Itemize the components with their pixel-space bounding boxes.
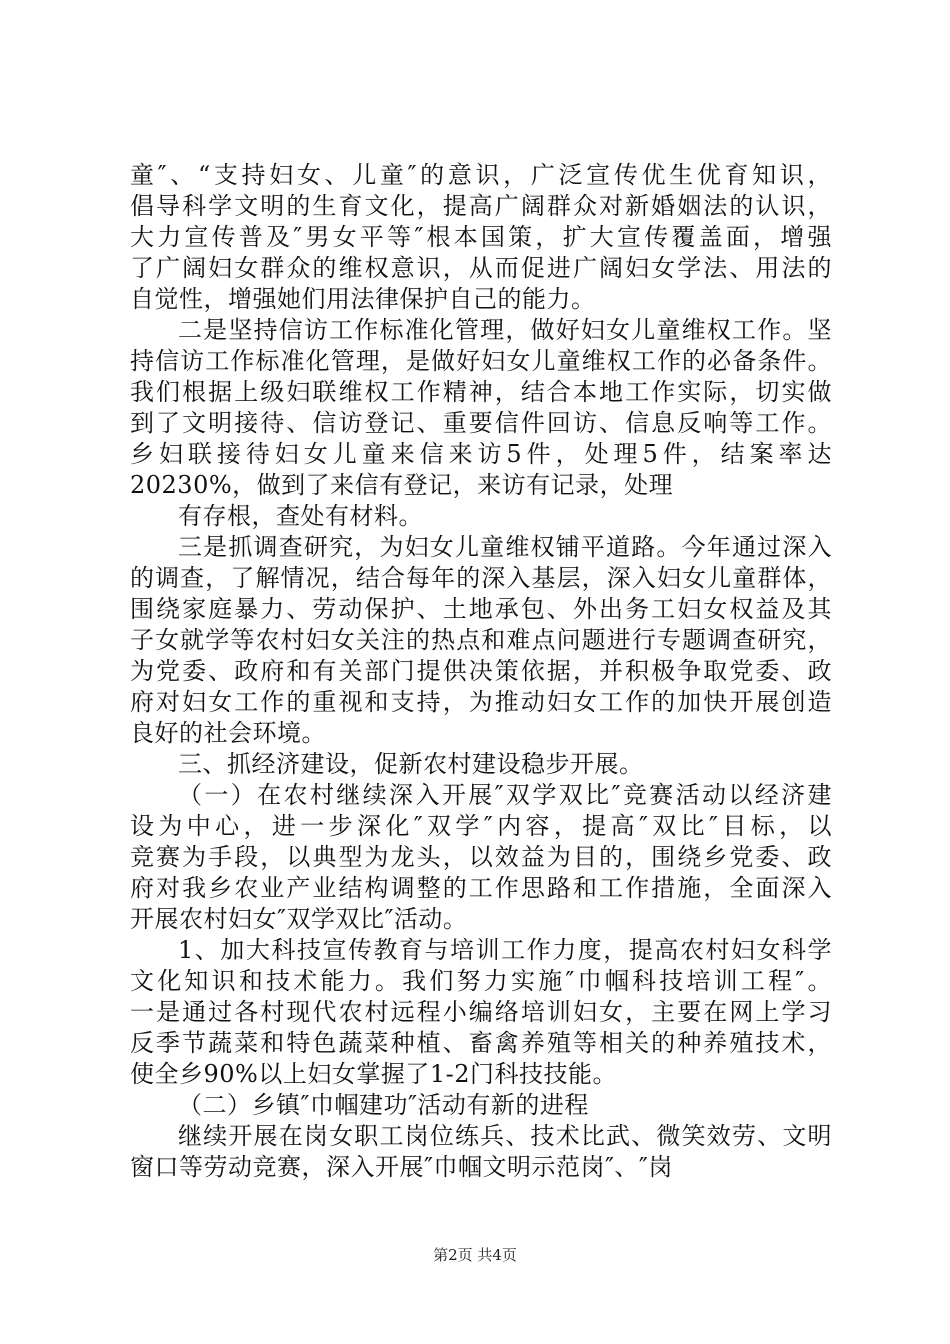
document-body (130, 160, 832, 1183)
text-line: （一）在农村继续深入开展″双学双比″竞赛活动以经济建 (178, 781, 832, 809)
text-line: 反季节蔬菜和特色蔬菜种植、畜禽养殖等相关的种养殖技术， (130, 1029, 832, 1057)
text-line: 为党委、政府和有关部门提供决策依据，并积极争取党委、政 (130, 657, 832, 685)
text-line: 围绕家庭暴力、劳动保护、土地承包、外出务工妇女权益及其 (130, 595, 832, 623)
text-line: 三、抓经济建设，促新农村建设稳步开展。 (178, 750, 644, 778)
text-line: 乡妇联接待妇女儿童来信来访5件，处理5件，结案率达 (130, 440, 832, 468)
text-line: 设为中心，进一步深化″双学″内容，提高″双比″目标，以 (130, 812, 832, 840)
text-line: 竞赛为手段，以典型为龙头，以效益为目的，围绕乡党委、政 (130, 843, 832, 871)
text-line: 继续开展在岗女职工岗位练兵、技术比武、微笑效劳、文明 (178, 1122, 832, 1150)
page-footer: 第2页 共4页 (433, 1246, 517, 1264)
text-line: （二）乡镇″巾帼建功″活动有新的进程 (178, 1091, 589, 1119)
text-line: 有存根，查处有材料。 (178, 502, 423, 530)
text-line: 1、加大科技宣传教育与培训工作力度，提高农村妇女科学 (178, 936, 832, 964)
text-line: 开展农村妇女″双学双比″活动。 (130, 905, 468, 933)
text-line: 窗口等劳动竞赛，深入开展″巾帼文明示范岗″、″岗 (130, 1153, 673, 1181)
text-line: 二是坚持信访工作标准化管理，做好妇女儿童维权工作。坚 (178, 316, 832, 344)
text-line: 自觉性，增强她们用法律保护自己的能力。 (130, 285, 596, 313)
text-line: 三是抓调查研究，为妇女儿童维权铺平道路。今年通过深入 (178, 533, 832, 561)
text-line: 到了文明接待、信访登记、重要信件回访、信息反响等工作。 (130, 409, 832, 437)
text-line: 我们根据上级妇联维权工作精神，结合本地工作实际，切实做 (130, 378, 832, 406)
text-line: 倡导科学文明的生育文化，提高广阔群众对新婚姻法的认识， (130, 192, 832, 220)
text-line: 文化知识和技术能力。我们努力实施″巾帼科技培训工程″。 (130, 967, 832, 995)
text-line: 府对我乡农业产业结构调整的工作思路和工作措施，全面深入 (130, 874, 832, 902)
text-line: 的调查，了解情况，结合每年的深入基层，深入妇女儿童群体， (130, 564, 832, 592)
text-line: 府对妇女工作的重视和支持，为推动妇女工作的加快开展创造 (130, 688, 832, 716)
text-line: 持信访工作标准化管理，是做好妇女儿童维权工作的必备条件。 (130, 347, 832, 375)
text-line: 大力宣传普及″男女平等″根本国策，扩大宣传覆盖面，增强 (130, 223, 832, 251)
text-line: 良好的社会环境。 (130, 719, 326, 747)
text-line: 童″、“支持妇女、儿童″的意识，广泛宣传优生优育知识， (130, 161, 832, 189)
text-line: 一是通过各村现代农村远程小编络培训妇女，主要在网上学习 (130, 998, 832, 1026)
text-line: 子女就学等农村妇女关注的热点和难点问题进行专题调查研究， (130, 626, 832, 654)
text-line: 了广阔妇女群众的维权意识，从而促进广阔妇女学法、用法的 (130, 254, 832, 282)
text-line: 20230%，做到了来信有登记，来访有记录，处理 (130, 471, 674, 499)
text-line: 使全乡90%以上妇女掌握了1-2门科技技能。 (130, 1060, 617, 1088)
